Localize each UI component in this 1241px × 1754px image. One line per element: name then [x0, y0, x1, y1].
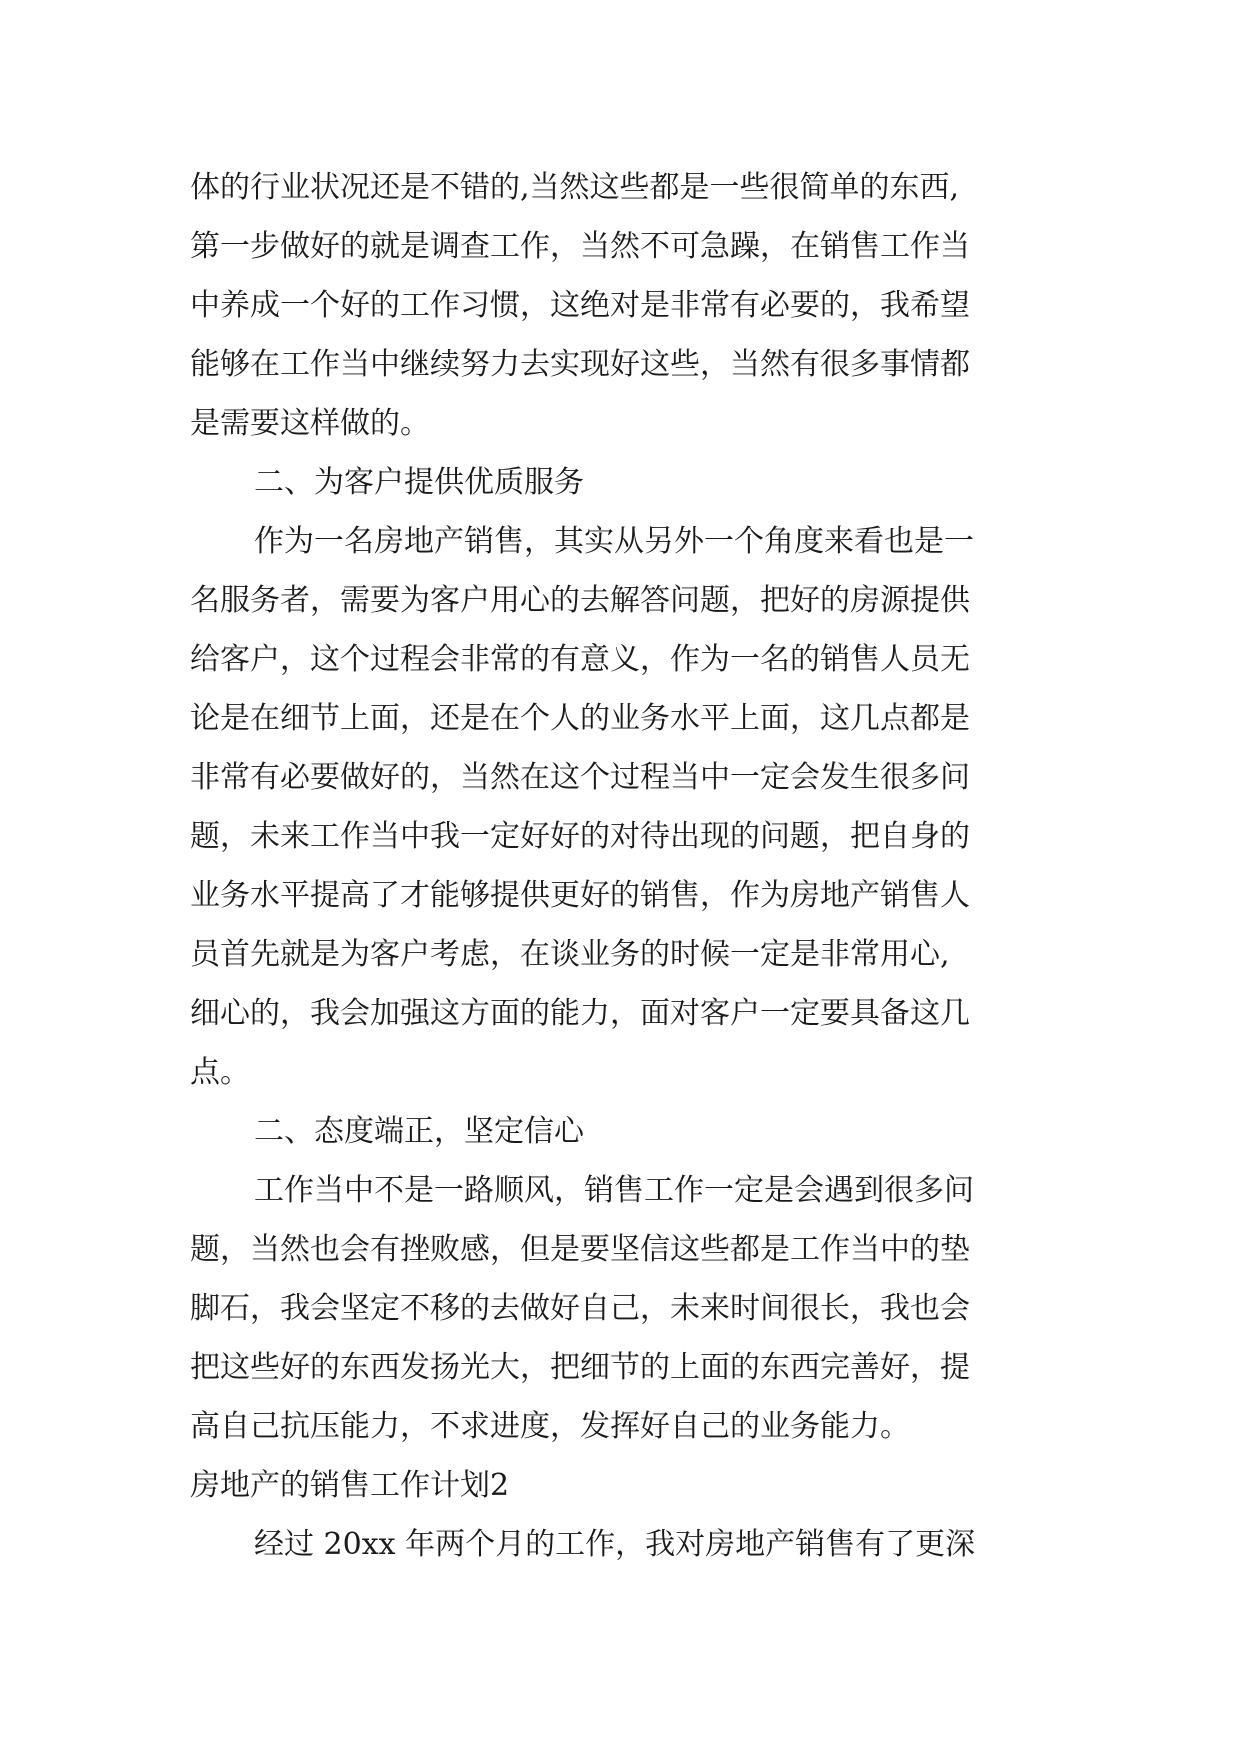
text-line: 高自己抗压能力，不求进度，发挥好自己的业务能力。 [190, 1409, 910, 1444]
text-line: 题，当然也会有挫败感，但是要坚信这些都是工作当中的垫 [190, 1232, 970, 1267]
section-heading: 二、为客户提供优质服务 [254, 465, 584, 500]
text-line: 业务水平提高了才能够提供更好的销售，作为房地产销售人 [190, 878, 970, 913]
text-line: 能够在工作当中继续努力去实现好这些，当然有很多事情都 [190, 347, 970, 382]
text-line: 中养成一个好的工作习惯，这绝对是非常有必要的，我希望 [190, 288, 970, 323]
text-line: 细心的，我会加强这方面的能力，面对客户一定要具备这几 [190, 996, 970, 1031]
text-line: 体的行业状况还是不错的,当然这些都是一些很简单的东西, [190, 170, 960, 205]
text-line: 名服务者，需要为客户用心的去解答问题，把好的房源提供 [190, 583, 970, 618]
paragraph-first-line: 经过 20xx 年两个月的工作，我对房地产销售有了更深 [254, 1527, 976, 1562]
text-line: 是需要这样做的。 [190, 406, 430, 441]
text-line: 非常有必要做好的，当然在这个过程当中一定会发生很多问 [190, 760, 970, 795]
text-line: 脚石，我会坚定不移的去做好自己，未来时间很长，我也会 [190, 1291, 970, 1326]
text-line: 论是在细节上面，还是在个人的业务水平上面，这几点都是 [190, 701, 970, 736]
text-line: 员首先就是为客户考虑，在谈业务的时候一定是非常用心, [190, 937, 950, 972]
paragraph-first-line: 作为一名房地产销售，其实从另外一个角度来看也是一 [254, 524, 974, 559]
text-line: 第一步做好的就是调查工作，当然不可急躁，在销售工作当 [190, 229, 970, 264]
text-line: 题，未来工作当中我一定好好的对待出现的问题，把自身的 [190, 819, 970, 854]
document-body [190, 158, 1070, 1574]
text-line: 点。 [190, 1055, 250, 1090]
section-heading: 二、态度端正，坚定信心 [254, 1114, 584, 1149]
text-line: 给客户，这个过程会非常的有意义，作为一名的销售人员无 [190, 642, 970, 677]
document-title: 房地产的销售工作计划2 [190, 1468, 510, 1503]
paragraph-first-line: 工作当中不是一路顺风，销售工作一定是会遇到很多问 [254, 1173, 974, 1208]
text-line: 把这些好的东西发扬光大，把细节的上面的东西完善好，提 [190, 1350, 970, 1385]
